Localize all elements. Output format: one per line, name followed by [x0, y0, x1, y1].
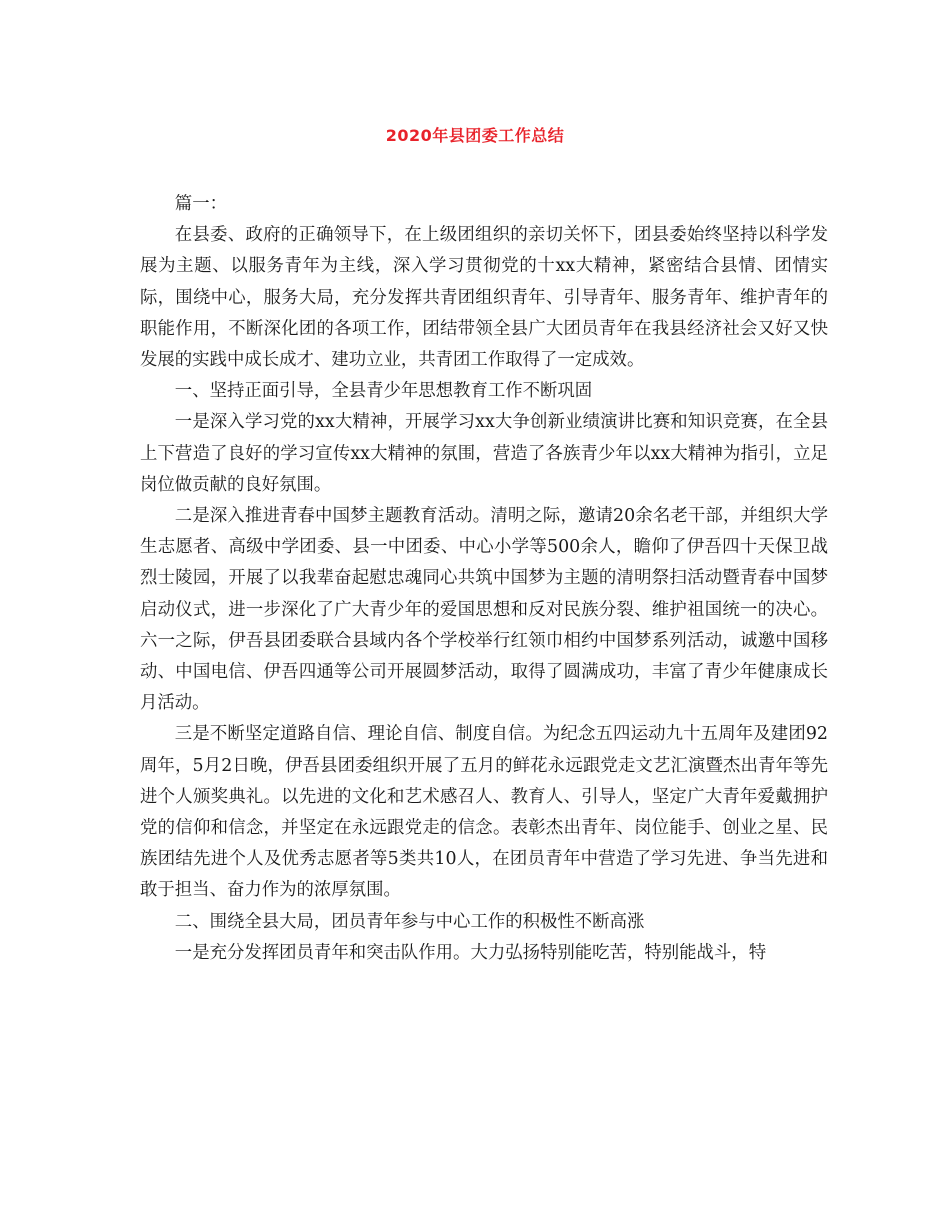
body-paragraph: 一是深入学习党的xx大精神，开展学习xx大争创新业绩演讲比赛和知识竞赛，在全县上下营造了良好的学习宣传xx大精神的氛围，营造了各族青少年以xx大精神为指引，立足岗位做贡献的良好氛围。 — [140, 412, 828, 495]
body-paragraph: 一是充分发挥团员青年和突击队作用。大力弘扬特别能吃苦，特别能战斗，特 — [174, 942, 767, 963]
section-heading: 一、坚持正面引导，全县青少年思想教育工作不断巩固 — [174, 381, 593, 402]
section-label: 篇一： — [174, 194, 227, 214]
document-body — [140, 189, 828, 969]
body-paragraph: 在县委、政府的正确领导下，在上级团组织的亲切关怀下，团县委始终坚持以科学发展为主题、以服务青年为主线，深入学习贯彻党的十xx大精神，紧密结合县情、团情实际，围绕中心，服务大局，充分发挥共青团组织青年、引导青年、服务青年、维护青年的职能作用，不断深化团的各项工作，团结带领全县广大团员青年在我县经济社会又好又快发展的实践中成长成才、建功立业，共青团工作取得了一定成效。 — [140, 225, 828, 371]
body-paragraph: 二是深入推进青春中国梦主题教育活动。清明之际，邀请20余名老干部，并组织大学生志愿者、高级中学团委、县一中团委、中心小学等500余人，瞻仰了伊吾四十天保卫战烈士陵园，开展了以我辈奋起慰忠魂同心共筑中国梦为主题的清明祭扫活动暨青春中国梦启动仪式，进一步深化了广大青少年的爱国思想和反对民族分裂、维护祖国统一的决心。六一之际，伊吾县团委联合县域内各个学校举行红领巾相约中国梦系列活动，诚邀中国移动、中国电信、伊吾四通等公司开展圆梦活动，取得了圆满成功，丰富了青少年健康成长月活动。 — [140, 506, 828, 714]
document-title: 2020年县团委工作总结 — [385, 126, 565, 145]
section-heading: 二、围绕全县大局，团员青年参与中心工作的积极性不断高涨 — [174, 911, 645, 932]
body-paragraph: 三是不断坚定道路自信、理论自信、制度自信。为纪念五四运动九十五周年及建团92周年，5月2日晚，伊吾县团委组织开展了五月的鲜花永远跟党走文艺汇演暨杰出青年等先进个人颁奖典礼。以先进的文化和艺术感召人、教育人、引导人，坚定广大青年爱戴拥护党的信仰和信念，并坚定在永远跟党走的信念。表彰杰出青年、岗位能手、创业之星、民族团结先进个人及优秀志愿者等5类共10人，在团员青年中营造了学习先进、争当先进和敢于担当、奋力作为的浓厚氛围。 — [140, 724, 828, 901]
